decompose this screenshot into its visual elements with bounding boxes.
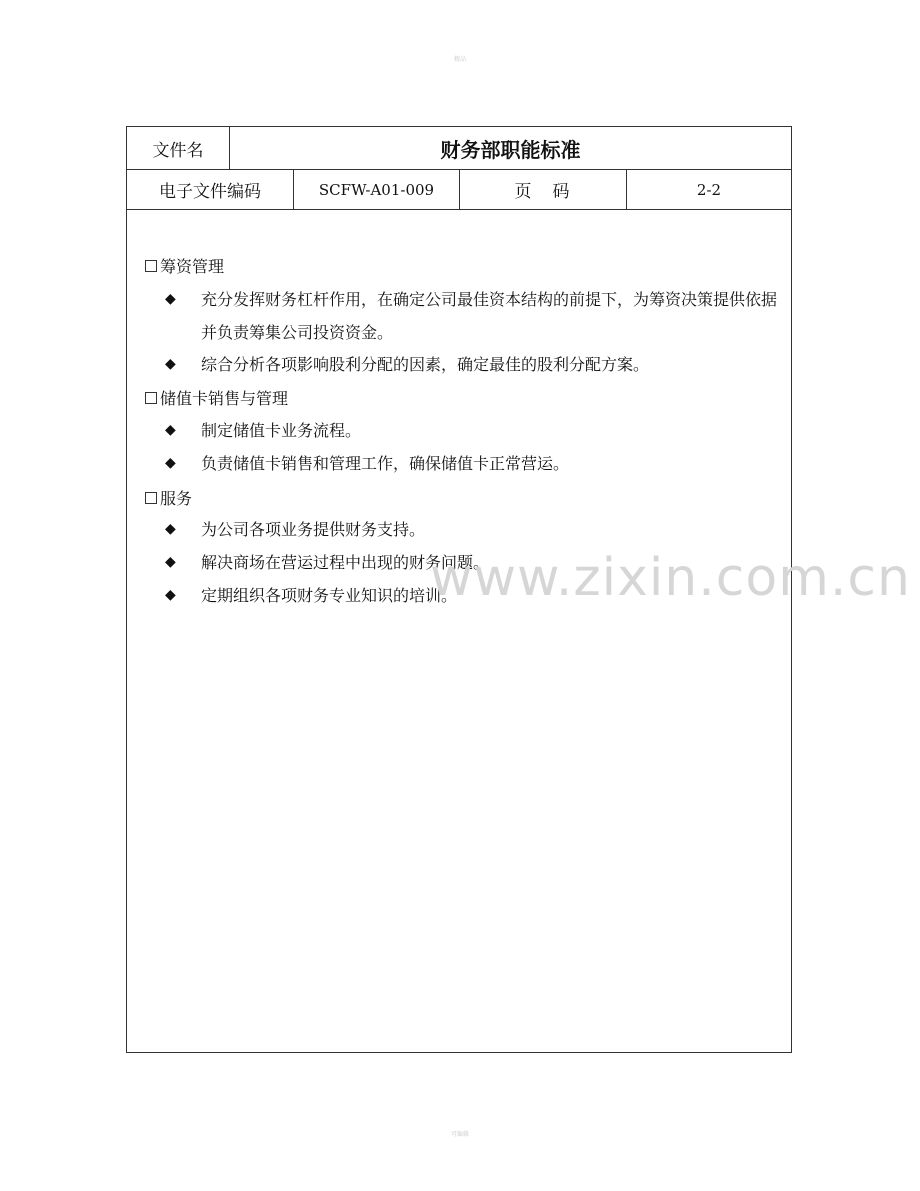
list-item (165, 283, 785, 349)
checkbox-icon (145, 492, 157, 504)
diamond-bullet-icon: ◆ (165, 291, 176, 307)
list-item-text: 定期组织各项财务专业知识的培训。 (201, 586, 458, 605)
code-label: 电子文件编码 (127, 170, 294, 209)
list-item (165, 414, 785, 447)
page-value: 2-2 (696, 180, 722, 199)
list-item-text: 制定储值卡业务流程。 (201, 421, 362, 440)
checkbox-icon (145, 392, 157, 404)
header-mark: 精品 (453, 56, 466, 63)
diamond-bullet-icon: ◆ (165, 356, 176, 372)
list-item (165, 513, 785, 546)
file-name-row (127, 127, 791, 170)
list-item-text: 为公司各项业务提供财务支持。 (201, 520, 426, 539)
code-row (127, 170, 791, 210)
file-name-label: 文件名 (127, 127, 230, 169)
diamond-bullet-icon: ◆ (165, 455, 176, 471)
section-title (145, 386, 288, 409)
section-title-text: 服务 (160, 489, 193, 508)
section-title (145, 254, 224, 277)
diamond-bullet-icon: ◆ (165, 587, 176, 603)
list-item-text: 综合分析各项影响股利分配的因素，确定最佳的股利分配方案。 (201, 355, 650, 374)
section-title-text: 储值卡销售与管理 (160, 389, 289, 408)
checkbox-icon (145, 260, 157, 272)
footer-mark: 可编辑 (450, 1131, 469, 1138)
document-title: 财务部职能标准 (440, 137, 581, 162)
diamond-bullet-icon: ◆ (165, 521, 176, 537)
list-item (165, 447, 785, 480)
watermark: www.zixin.com.cn (430, 548, 911, 608)
list-item-text: 解决商场在营运过程中出现的财务问题。 (201, 553, 490, 572)
section-title (145, 486, 192, 509)
list-item-text: 充分发挥财务杠杆作用，在确定公司最佳资本结构的前提下，为筹资决策提供依据并负责筹集公司投资资金。 (201, 290, 778, 342)
list-item (165, 348, 785, 381)
diamond-bullet-icon: ◆ (165, 422, 176, 438)
list-item-text: 负责储值卡销售和管理工作，确保储值卡正常营运。 (201, 454, 570, 473)
diamond-bullet-icon: ◆ (165, 554, 176, 570)
section-title-text: 筹资管理 (160, 257, 225, 276)
code-value: SCFW-A01-009 (294, 170, 460, 209)
page-label: 页 码 (460, 170, 627, 209)
